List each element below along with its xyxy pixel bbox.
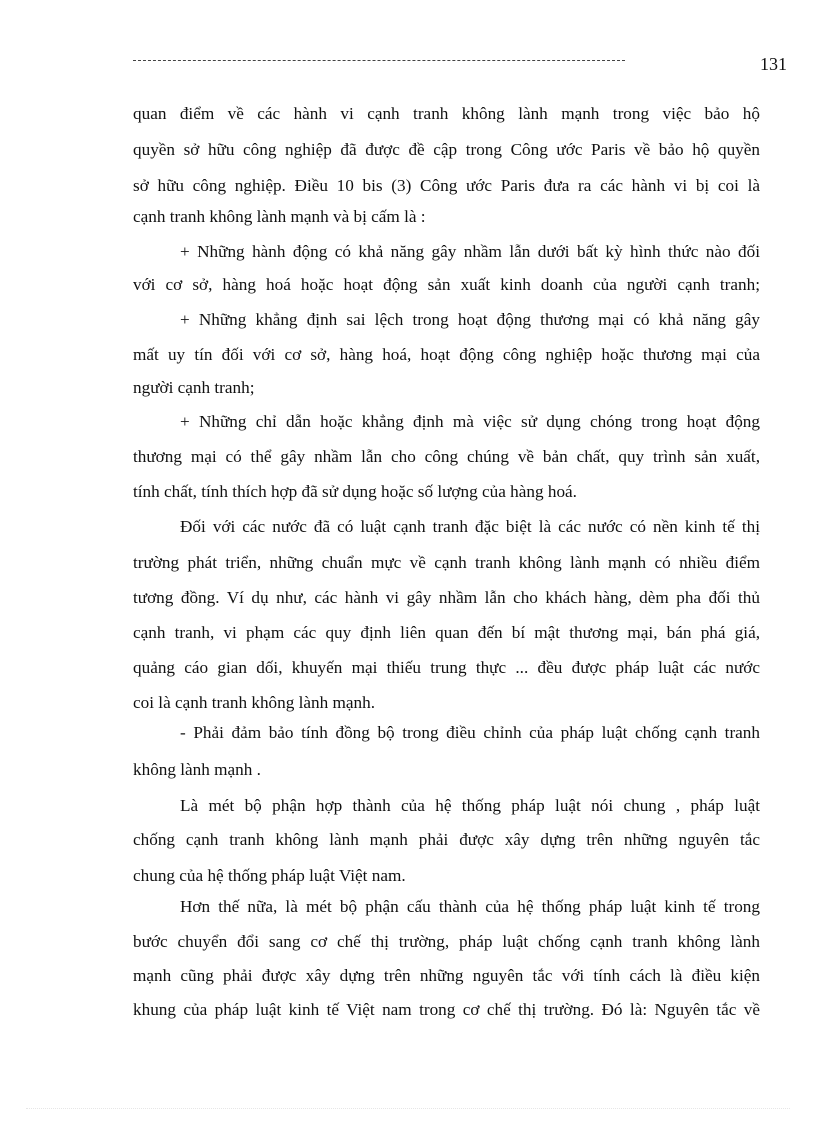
text-line: không lành mạnh .	[133, 760, 261, 779]
text-line: quan điểm về các hành vi cạnh tranh không lành mạnh trong việc bảo hộ	[133, 104, 760, 123]
text-line: + Những hành động có khả năng gây nhầm lẫn dưới bất kỳ hình thức nào đối	[180, 242, 760, 261]
text-line: tương đồng. Ví dụ như, các hành vi gây nhầm lẫn cho khách hàng, dèm pha đối thủ	[133, 588, 760, 607]
text-line: với cơ sở, hàng hoá hoặc hoạt động sản xuất kinh doanh của người cạnh tranh;	[133, 275, 760, 294]
text-line: người cạnh tranh;	[133, 378, 255, 397]
text-line: - Phải đảm bảo tính đồng bộ trong điều chỉnh của pháp luật chống cạnh tranh	[180, 723, 760, 742]
text-line: Là mét bộ phận hợp thành của hệ thống pháp luật nói chung , pháp luật	[180, 796, 760, 815]
text-line: tính chất, tính thích hợp đã sử dụng hoặc số lượng của hàng hoá.	[133, 482, 577, 501]
text-line: mất uy tín đối với cơ sở, hàng hoá, hoạt động công nghiệp hoặc thương mại của	[133, 345, 760, 364]
text-line: coi là cạnh tranh không lành mạnh.	[133, 693, 375, 712]
text-line: bước chuyển đổi sang cơ chế thị trường, pháp luật chống cạnh tranh không lành	[133, 932, 760, 951]
text-line: + Những chỉ dẫn hoặc khẳng định mà việc sử dụng chóng trong hoạt động	[180, 412, 760, 431]
text-line: thương mại có thể gây nhầm lẫn cho công chúng về bản chất, quy trình sản xuất,	[133, 447, 760, 466]
header-rule	[133, 60, 625, 61]
text-line: chung của hệ thống pháp luật Việt nam.	[133, 866, 406, 885]
page-number: 131	[760, 54, 787, 74]
text-line: Hơn thế nữa, là mét bộ phận cấu thành của hệ thống pháp luật kinh tế trong	[180, 897, 760, 916]
text-line: + Những khẳng định sai lệch trong hoạt động thương mại có khả năng gây	[180, 310, 760, 329]
text-line: trường phát triển, những chuẩn mực về cạnh tranh không lành mạnh có nhiều điểm	[133, 553, 760, 572]
text-line: quyền sở hữu công nghiệp đã được đề cập trong Công ước Paris về bảo hộ quyền	[133, 140, 760, 159]
text-line: Đối với các nước đã có luật cạnh tranh đặc biệt là các nước có nền kinh tế thị	[180, 517, 760, 536]
text-line: quảng cáo gian dối, khuyến mại thiếu trung thực ... đều được pháp luật các nước	[133, 658, 760, 677]
text-line: chống cạnh tranh không lành mạnh phải được xây dựng trên những nguyên tắc	[133, 830, 760, 849]
footer-rule	[26, 1108, 790, 1109]
text-line: cạnh tranh, vi phạm các quy định liên quan đến bí mật thương mại, bán phá giá,	[133, 623, 760, 642]
text-line: mạnh cũng phải được xây dựng trên những nguyên tắc với tính cách là điều kiện	[133, 966, 760, 985]
text-line: cạnh tranh không lành mạnh và bị cấm là :	[133, 207, 426, 226]
text-line: khung của pháp luật kinh tế Việt nam trong cơ chế thị trường. Đó là: Nguyên tắc về	[133, 1000, 760, 1019]
text-line: sở hữu công nghiệp. Điều 10 bis (3) Công ước Paris đưa ra các hành vi bị coi là	[133, 176, 760, 195]
